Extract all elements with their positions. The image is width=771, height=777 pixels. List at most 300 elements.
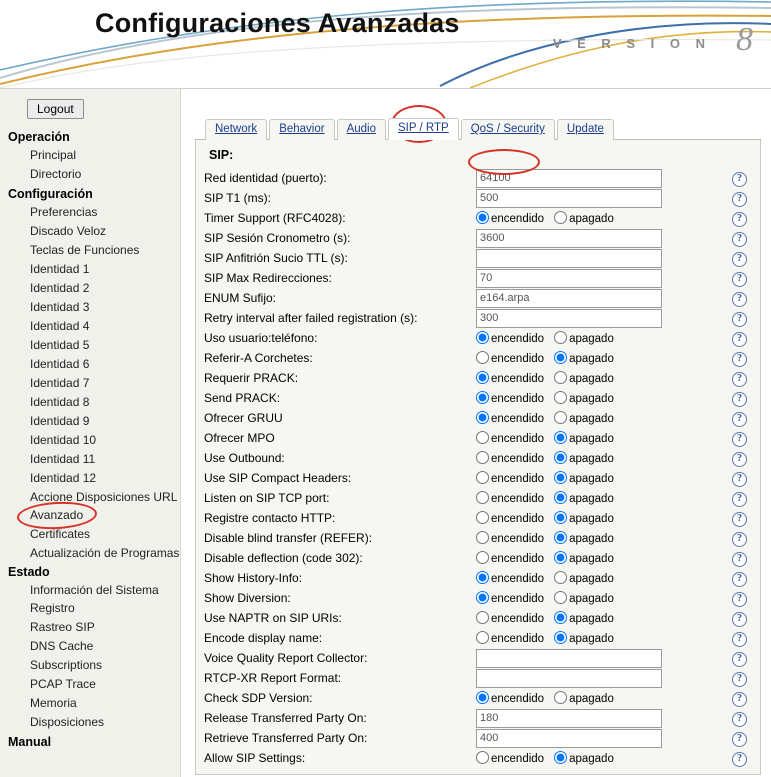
tab-network[interactable]: Network [205,119,267,140]
setting-control [476,468,732,488]
sidebar-item-identidad-11[interactable]: Identidad 11 [30,452,96,466]
setting-control [476,208,732,228]
radio-on-check-sdp-version[interactable] [476,691,544,705]
radio-input-off-referir-a-corchetes[interactable] [554,351,567,364]
tab-behavior[interactable]: Behavior [269,119,334,140]
input-rtcp-xr-report-format[interactable] [476,669,662,688]
help-icon[interactable]: ? [732,472,747,487]
settings-row [204,588,754,608]
sidebar-item-principal[interactable]: Principal [30,148,77,162]
sidebar-item-identidad-6[interactable]: Identidad 6 [30,357,90,371]
radio-on-registre-contacto-http[interactable] [476,511,544,525]
radio-group-check-sdp-version [476,691,732,705]
settings-row [204,508,754,528]
radio-off-disable-deflection-code-302[interactable] [554,551,614,565]
setting-control [476,548,732,568]
input-release-transferred-party-on[interactable] [476,709,662,728]
radio-input-off-use-naptr-on-sip-uris[interactable] [554,611,567,624]
help-icon[interactable]: ? [732,172,747,187]
radio-label: encendido [491,373,545,385]
sidebar-item-identidad-8[interactable]: Identidad 8 [30,395,90,409]
sidebar-item-identidad-5[interactable]: Identidad 5 [30,338,90,352]
sidebar-item-identidad-2[interactable]: Identidad 2 [30,281,90,295]
radio-input-off-send-prack[interactable] [554,391,567,404]
sidebar-item-preferencias[interactable]: Preferencias [30,205,98,219]
sidebar-item-disposiciones[interactable]: Disposiciones [30,715,105,729]
setting-label: Use Outbound: [204,451,285,465]
help-icon[interactable]: ? [732,412,747,427]
help-icon[interactable]: ? [732,232,747,247]
input-retry-interval-after-failed-registration-s[interactable] [476,309,662,328]
tab-qos-security[interactable]: QoS / Security [461,119,555,140]
radio-label: encendido [491,613,545,625]
setting-label: Uso usuario:teléfono: [204,331,318,345]
setting-label: Red identidad (puerto): [204,171,327,185]
radio-on-disable-deflection-code-302[interactable] [476,551,544,565]
radio-input-on-send-prack[interactable] [476,391,489,404]
radio-input-off-allow-sip-settings[interactable] [554,751,567,764]
radio-input-on-registre-contacto-http[interactable] [476,511,489,524]
radio-group-ofrecer-mpo [476,431,732,445]
setting-label: Show Diversion: [204,591,291,605]
sidebar-item-directorio[interactable]: Directorio [30,167,82,181]
radio-off-show-history-info[interactable] [554,571,614,585]
setting-label: ENUM Sufijo: [204,291,277,305]
setting-control [476,488,732,508]
help-icon[interactable]: ? [732,352,747,367]
help-icon[interactable]: ? [732,292,747,307]
radio-group-registre-contacto-http [476,511,732,525]
input-sip-t1-ms[interactable] [476,189,662,208]
radio-input-on-use-outbound[interactable] [476,451,489,464]
radio-input-on-timer-support-rfc4028[interactable] [476,211,489,224]
help-icon[interactable]: ? [732,332,747,347]
help-icon[interactable]: ? [732,732,747,747]
setting-control [476,708,732,728]
setting-control [476,348,732,368]
radio-label: encendido [491,553,545,565]
radio-label: encendido [491,493,545,505]
settings-row [204,548,754,568]
radio-input-on-ofrecer-gruu[interactable] [476,411,489,424]
radio-input-on-check-sdp-version[interactable] [476,691,489,704]
radio-on-use-sip-compact-headers[interactable] [476,471,544,485]
setting-control [476,328,732,348]
radio-on-use-outbound[interactable] [476,451,544,465]
radio-input-on-show-diversion[interactable] [476,591,489,604]
radio-label: apagado [569,633,614,645]
help-cell [732,668,754,688]
sidebar-item-dns-cache[interactable]: DNS Cache [30,639,94,653]
sidebar-item-identidad-3[interactable]: Identidad 3 [30,300,90,314]
setting-label: Use NAPTR on SIP URIs: [204,611,342,625]
setting-label: Allow SIP Settings: [204,751,306,765]
settings-row [204,228,754,248]
help-cell [732,328,754,348]
page-banner [0,0,771,89]
radio-input-off-disable-blind-transfer-refer[interactable] [554,531,567,544]
sip-settings-panel [195,140,761,775]
radio-input-on-disable-deflection-code-302[interactable] [476,551,489,564]
setting-label: Send PRACK: [204,391,281,405]
radio-label: encendido [491,753,545,765]
radio-label: encendido [491,513,545,525]
help-icon[interactable]: ? [732,632,747,647]
radio-input-on-listen-on-sip-tcp-port[interactable] [476,491,489,504]
settings-row [204,448,754,468]
tab-sip-rtp[interactable]: SIP / RTP [388,118,459,140]
settings-row [204,388,754,408]
radio-on-referir-a-corchetes[interactable] [476,351,544,365]
setting-label: Listen on SIP TCP port: [204,491,330,505]
radio-label: apagado [569,493,614,505]
radio-group-timer-support-rfc4028 [476,211,732,225]
help-cell [732,568,754,588]
help-cell [732,288,754,308]
help-cell [732,348,754,368]
radio-on-use-naptr-on-sip-uris[interactable] [476,611,544,625]
setting-label: Retrieve Transferred Party On: [204,731,368,745]
radio-off-ofrecer-mpo[interactable] [554,431,614,445]
radio-group-encode-display-name [476,631,732,645]
help-icon[interactable]: ? [732,532,747,547]
setting-label: Registre contacto HTTP: [204,511,336,525]
radio-label: apagado [569,593,614,605]
setting-control [476,528,732,548]
radio-label: apagado [569,433,614,445]
setting-control [476,428,732,448]
radio-input-off-listen-on-sip-tcp-port[interactable] [554,491,567,504]
radio-off-ofrecer-gruu[interactable] [554,411,614,425]
radio-group-send-prack [476,391,732,405]
settings-row [204,748,754,768]
tab-update[interactable]: Update [557,119,614,140]
help-icon[interactable]: ? [732,592,747,607]
settings-row [204,288,754,308]
input-sip-sesi-n-cronometro-s[interactable] [476,229,662,248]
radio-input-on-uso-usuario-tel-fono[interactable] [476,331,489,344]
settings-row [204,188,754,208]
sidebar-nav [0,127,180,751]
help-icon[interactable]: ? [732,572,747,587]
input-retrieve-transferred-party-on[interactable] [476,729,662,748]
setting-control [476,668,732,688]
help-icon[interactable]: ? [732,432,747,447]
sidebar-group-title: Configuración [8,187,93,201]
help-cell [732,248,754,268]
settings-row [204,608,754,628]
radio-off-registre-contacto-http[interactable] [554,511,614,525]
radio-on-timer-support-rfc4028[interactable] [476,211,544,225]
setting-control [476,628,732,648]
sidebar-item-teclas-de-funciones[interactable]: Teclas de Funciones [30,243,140,257]
radio-input-on-allow-sip-settings[interactable] [476,751,489,764]
help-icon[interactable]: ? [732,512,747,527]
sidebar-group-title: Estado [8,565,50,579]
radio-label: encendido [491,453,545,465]
radio-off-check-sdp-version[interactable] [554,691,614,705]
input-sip-anfitri-n-sucio-ttl-s[interactable] [476,249,662,268]
radio-input-off-use-sip-compact-headers[interactable] [554,471,567,484]
version-number: 8 [736,21,753,58]
radio-group-show-history-info [476,571,732,585]
sidebar-item-identidad-4[interactable]: Identidad 4 [30,319,90,333]
setting-control [476,688,732,708]
radio-label: encendido [491,433,545,445]
help-cell [732,648,754,668]
setting-control [476,408,732,428]
settings-row [204,308,754,328]
settings-row [204,368,754,388]
logout-wrap [0,99,180,127]
help-icon[interactable]: ? [732,392,747,407]
radio-on-show-diversion[interactable] [476,591,544,605]
radio-label: apagado [569,533,614,545]
radio-label: apagado [569,373,614,385]
radio-group-referir-a-corchetes [476,351,732,365]
help-cell [732,388,754,408]
help-cell [732,308,754,328]
setting-control [476,308,732,328]
help-cell [732,488,754,508]
setting-control [476,448,732,468]
sidebar-item-memoria[interactable]: Memoria [30,696,77,710]
radio-label: apagado [569,473,614,485]
help-icon[interactable]: ? [732,452,747,467]
setting-control [476,268,732,288]
setting-control [476,748,732,768]
radio-on-disable-blind-transfer-refer[interactable] [476,531,544,545]
sidebar-item-identidad-9[interactable]: Identidad 9 [30,414,90,428]
sidebar-item-identidad-7[interactable]: Identidad 7 [30,376,90,390]
settings-row [204,488,754,508]
settings-row [204,648,754,668]
sidebar-item-identidad-12[interactable]: Identidad 12 [30,471,97,485]
setting-label: Voice Quality Report Collector: [204,651,368,665]
help-icon[interactable]: ? [732,492,747,507]
radio-input-off-disable-deflection-code-302[interactable] [554,551,567,564]
help-cell [732,688,754,708]
radio-on-allow-sip-settings[interactable] [476,751,544,765]
settings-row [204,688,754,708]
help-icon[interactable]: ? [732,552,747,567]
sidebar-item-identidad-10[interactable]: Identidad 10 [30,433,97,447]
input-enum-sufijo[interactable] [476,289,662,308]
radio-input-off-timer-support-rfc4028[interactable] [554,211,567,224]
radio-off-disable-blind-transfer-refer[interactable] [554,531,614,545]
radio-input-on-requerir-prack[interactable] [476,371,489,384]
radio-on-encode-display-name[interactable] [476,631,544,645]
setting-label: SIP T1 (ms): [204,191,271,205]
radio-off-encode-display-name[interactable] [554,631,614,645]
help-icon[interactable]: ? [732,252,747,267]
input-voice-quality-report-collector[interactable] [476,649,662,668]
setting-label: Disable blind transfer (REFER): [204,531,373,545]
radio-off-allow-sip-settings[interactable] [554,751,614,765]
help-icon[interactable]: ? [732,712,747,727]
settings-row [204,528,754,548]
settings-row [204,568,754,588]
radio-label: apagado [569,333,614,345]
radio-group-allow-sip-settings [476,751,732,765]
radio-input-on-disable-blind-transfer-refer[interactable] [476,531,489,544]
setting-control [476,248,732,268]
help-cell [732,228,754,248]
settings-row [204,728,754,748]
radio-input-off-uso-usuario-tel-fono[interactable] [554,331,567,344]
radio-input-off-encode-display-name[interactable] [554,631,567,644]
radio-on-uso-usuario-tel-fono[interactable] [476,331,544,345]
radio-input-on-use-naptr-on-sip-uris[interactable] [476,611,489,624]
setting-label: Ofrecer MPO [204,431,275,445]
help-icon[interactable]: ? [732,752,747,767]
settings-row [204,208,754,228]
radio-input-on-referir-a-corchetes[interactable] [476,351,489,364]
sidebar-item-actualizaci-n-de-programas[interactable]: Actualización de Programas [30,546,180,560]
radio-label: apagado [569,553,614,565]
help-cell [732,168,754,188]
setting-label: Show History-Info: [204,571,303,585]
radio-group-use-sip-compact-headers [476,471,732,485]
radio-input-off-show-history-info[interactable] [554,571,567,584]
help-icon[interactable]: ? [732,672,747,687]
help-cell [732,188,754,208]
setting-label: Retry interval after failed registration (s): [204,311,418,325]
sidebar-item-avanzado[interactable]: Avanzado [30,508,84,522]
radio-off-use-outbound[interactable] [554,451,614,465]
radio-input-off-ofrecer-gruu[interactable] [554,411,567,424]
radio-on-requerir-prack[interactable] [476,371,544,385]
radio-off-requerir-prack[interactable] [554,371,614,385]
setting-control [476,568,732,588]
radio-input-on-ofrecer-mpo[interactable] [476,431,489,444]
help-icon[interactable]: ? [732,212,747,227]
radio-input-off-ofrecer-mpo[interactable] [554,431,567,444]
setting-control [476,228,732,248]
setting-control [476,368,732,388]
radio-label: encendido [491,353,545,365]
radio-label: encendido [491,333,545,345]
setting-label: Release Transferred Party On: [204,711,367,725]
radio-label: apagado [569,413,614,425]
sidebar-item-discado-veloz[interactable]: Discado Veloz [30,224,107,238]
radio-off-use-sip-compact-headers[interactable] [554,471,614,485]
radio-on-send-prack[interactable] [476,391,544,405]
radio-input-off-registre-contacto-http[interactable] [554,511,567,524]
radio-off-referir-a-corchetes[interactable] [554,351,614,365]
radio-input-on-encode-display-name[interactable] [476,631,489,644]
help-icon[interactable]: ? [732,652,747,667]
sidebar-item-identidad-1[interactable]: Identidad 1 [30,262,90,276]
help-cell [732,528,754,548]
sidebar-item-certificates[interactable]: Certificates [30,527,91,541]
page-title: Configuraciones Avanzadas [95,8,460,38]
radio-off-listen-on-sip-tcp-port[interactable] [554,491,614,505]
radio-group-uso-usuario-tel-fono [476,331,732,345]
sidebar-item-accione-disposiciones-url[interactable]: Accione Disposiciones URL [30,490,178,504]
radio-label: encendido [491,593,545,605]
help-cell [732,588,754,608]
radio-label: encendido [491,573,545,585]
sidebar-item-registro[interactable]: Registro [30,601,75,615]
radio-input-off-check-sdp-version[interactable] [554,691,567,704]
sidebar-item-pcap-trace[interactable]: PCAP Trace [30,677,96,691]
sidebar-item-rastreo-sip[interactable]: Rastreo SIP [30,620,95,634]
setting-label: Ofrecer GRUU [204,411,283,425]
radio-off-show-diversion[interactable] [554,591,614,605]
help-icon[interactable]: ? [732,612,747,627]
setting-control [476,508,732,528]
sidebar-item-subscriptions[interactable]: Subscriptions [30,658,103,672]
sidebar-item-informaci-n-del-sistema[interactable]: Información del Sistema [30,583,159,597]
radio-label: encendido [491,413,545,425]
help-icon[interactable]: ? [732,192,747,207]
settings-row [204,668,754,688]
radio-on-show-history-info[interactable] [476,571,544,585]
help-icon[interactable]: ? [732,692,747,707]
radio-off-timer-support-rfc4028[interactable] [554,211,614,225]
radio-label: encendido [491,633,545,645]
setting-label: Use SIP Compact Headers: [204,471,352,485]
radio-label: apagado [569,513,614,525]
sidebar [0,89,181,777]
help-icon[interactable]: ? [732,312,747,327]
radio-input-on-show-history-info[interactable] [476,571,489,584]
input-sip-max-redirecciones[interactable] [476,269,662,288]
radio-input-on-use-sip-compact-headers[interactable] [476,471,489,484]
radio-input-off-show-diversion[interactable] [554,591,567,604]
help-icon[interactable]: ? [732,372,747,387]
radio-label: apagado [569,393,614,405]
help-cell [732,468,754,488]
main-content [181,89,771,777]
radio-on-ofrecer-mpo[interactable] [476,431,544,445]
help-cell [732,408,754,428]
tab-audio[interactable]: Audio [337,119,386,140]
radio-group-show-diversion [476,591,732,605]
help-cell [732,548,754,568]
radio-input-off-use-outbound[interactable] [554,451,567,464]
setting-label: Referir-A Corchetes: [204,351,313,365]
radio-on-listen-on-sip-tcp-port[interactable] [476,491,544,505]
radio-group-disable-deflection-code-302 [476,551,732,565]
help-cell [732,368,754,388]
logout-button[interactable]: Logout [27,99,84,119]
radio-label: encendido [491,213,545,225]
radio-group-use-naptr-on-sip-uris [476,611,732,625]
radio-off-use-naptr-on-sip-uris[interactable] [554,611,614,625]
setting-control [476,728,732,748]
settings-row [204,628,754,648]
tab-bar [195,103,761,140]
radio-group-ofrecer-gruu [476,411,732,425]
help-icon[interactable]: ? [732,272,747,287]
radio-on-ofrecer-gruu[interactable] [476,411,544,425]
input-red-identidad-puerto[interactable] [476,169,662,188]
radio-input-off-requerir-prack[interactable] [554,371,567,384]
setting-control [476,608,732,628]
radio-off-uso-usuario-tel-fono[interactable] [554,331,614,345]
settings-row [204,348,754,368]
help-cell [732,428,754,448]
section-title: SIP: [209,148,234,162]
setting-label: Check SDP Version: [204,691,313,705]
radio-off-send-prack[interactable] [554,391,614,405]
radio-label: apagado [569,213,614,225]
setting-label: SIP Sesión Cronometro (s): [204,231,351,245]
radio-label: encendido [491,693,545,705]
setting-label: Encode display name: [204,631,323,645]
